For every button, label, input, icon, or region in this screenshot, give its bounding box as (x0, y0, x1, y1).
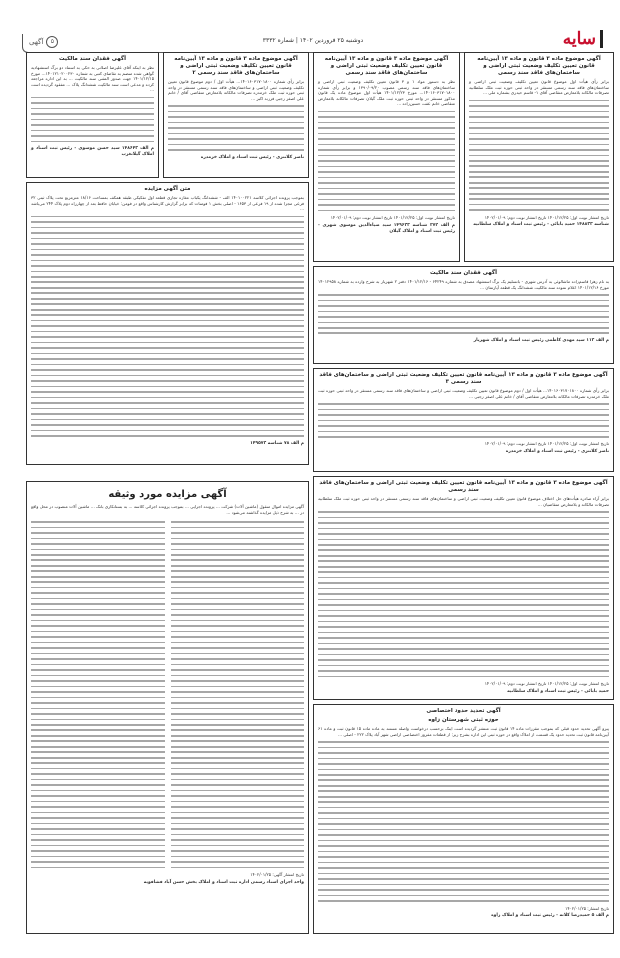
notice-text-lines-right (171, 517, 305, 872)
notice-text-lines (168, 105, 304, 150)
notice-title: آگهی فقدان سند مالکیت (59, 56, 126, 62)
notice-title: آگهی مزایده مورد وثیقه (108, 489, 227, 500)
notice-title: آگهی موضوع ماده ۳ قانون و ماده ۱۳ آیین‌نامه قانون تعیین تکلیف وضعیت ثبتی اراضی و ساختمان‌های فاقد سند رسمی (477, 56, 601, 76)
notice-signature: م الف ۱۱۲ سید مهدی کاظمی رئیس ثبت اسناد و املاک شهریار (473, 337, 609, 343)
masthead (22, 29, 603, 53)
notice-boundary-demarcation (313, 704, 614, 934)
notice-body: نظر به اینکه آقای علیرضا اصلانی به حکی به استناد دو برگ استشهادیه گواهی شده منضم به تقاضای کتبی به شماره ۱۴۰۱۲۱۰۲۰۰۲۳۰... مورخ ۱۴۰۱/۱۲/۱۵ جهت صدور المثنی سند مالکیت ... به این اداره مراجعه کرده و مدعی است سند مالکیت ششدانگ پلاک ... مفقود گردیده است ... (31, 65, 154, 93)
notice-body: پیرو آگهی تحدید حدود قبلی که بموجب مقررات ماده ۱۴ قانون ثبت منتشر گردیده است اینک برحسب درخواست واصله مستند به ماده ماده ۱۵ قانون ثبت و ماده ۶۱ آیین‌نامه قانون ثبت تحدید حدود یک قسمت از املاک واقع در حوزه ثبتی این اداره بشرح زیر: از قطعات مفروز اختصاصی اراضی شهر آباد پلاک ۲۲۲ - اصلی ... (318, 726, 609, 737)
notice-text-lines (469, 100, 609, 211)
notice-auction-text (26, 182, 309, 465)
notice-col34-big (313, 476, 614, 700)
notice-subtitle: حوزه ثبتی شهرستان زاوه (428, 717, 499, 723)
notice-dates: تاریخ انتشار نوبت اول: ۱۴۰۱/۱۲/۲۵ تاریخ انتشار نوبت دوم: ۱۴۰۲/۰۱/۰۹ (330, 215, 455, 221)
notice-text-lines (318, 111, 455, 211)
notice-signature: م الف ۲۷۲ شناسه ۱۴۹۶۳۳ سید ضیاءالدین موسوی شهری - رئیس ثبت اسناد و املاک گیلان (318, 222, 455, 234)
section-label: آگهی (29, 38, 44, 46)
notice-text-lines (318, 403, 609, 438)
notice-title: آگهی موضوع ماده ۳ قانون و ماده ۱۳ آیین‌نامه قانون تعیین تکلیف وضعیت ثبتی اراضی و ساختمان‌های فاقد سند رسمی (324, 56, 449, 76)
notice-text-lines (318, 511, 609, 677)
notice-dates: تاریخ انتشار نوبت اول: ۱۴۰۱/۱۲/۲۵ تاریخ انتشار نوبت دوم: ۱۴۰۲/۰۱/۰۹ (484, 681, 609, 687)
notice-body: برابر آراء صادره هیأت‌های حل اختلاف موضوع قانون تعیین تکلیف وضعیت ثبتی اراضی و ساختمان‌های فاقد سند رسمی مستقر در واحد ثبتی حوزه ثبت ملک سلطانیه تصرفات مالکانه و بلامعارض متقاضیان ... (318, 496, 609, 507)
notice-body: برابر رأی شماره ۱۴۰۱۶۰۳۱۷۰۱۸۰۰... هیأت اول / دوم موضوع قانون تعیین تکلیف وضعیت ثبتی اراضی و ساختمان‌های فاقد سند رسمی مستقر در واحد ثبتی حوزه ثبت ملک خرمدره تصرفات مالکانه بلامعارض متقاضی آقای / خانم علی اصغر رجبی ... (318, 388, 609, 399)
notice-dates: تاریخ انتشار نوبت اول: ۱۴۰۱/۱۲/۲۵ تاریخ انتشار نوبت دوم: ۱۴۰۲/۰۱/۰۹ (484, 441, 609, 447)
notice-collateral-auction (26, 481, 309, 934)
notice-signature: ناصر کلانتری - رئیس ثبت اسناد و املاک خرمدره (200, 154, 304, 160)
notice-signature: م الف ۱۴۸۶۴۳ سید حسن موسوی - رئیس ثبت اسناد و املاک گیلانغرب (31, 146, 154, 158)
notice-body: برابر رأی هیأت اول موضوع قانون تعیین تکلیف وضعیت ثبتی اراضی و ساختمان‌های فاقد سند رسمی مستقر در واحد ثبتی حوزه ثبت ملک سلطانیه تصرفات مالکانه بلامعارض متقاضی آقای ۱- قاسم حیدری بشماره ملی ... (469, 79, 609, 96)
notice-col4-top (464, 52, 614, 262)
notice-signature: شناسه ۱۴۸۸۳۳ حمید بابائی - رئیس ثبت اسناد و املاک سلطانیه (473, 222, 609, 228)
notice-text-lines (318, 294, 609, 334)
notice-title: آگهی موضوع ماده ۳ قانون و ماده ۱۳ آیین‌نامه قانون تعیین تکلیف وضعیت ثبتی اراضی و ساختمان‌های فاقد سند رسمی (319, 480, 608, 493)
notice-body: برابر رأی شماره ۱۴۰۱۶۰۳۱۷۰۱۸۰۰... هیأت اول / دوم موضوع قانون تعیین تکلیف وضعیت ثبتی اراضی و ساختمان‌های فاقد سند رسمی مستقر در واحد ثبتی حوزه ثبت ملک خرمدره تصرفات مالکانه بلامعارض متقاضی آقای / خانم علی اصغر رجبی فرزند اکبر ... (168, 79, 305, 101)
notice-title: آگهی تحدید حدود اختصاصی (426, 708, 501, 714)
notice-body: به نام زهرا قاسم‌زاده ماشالوئی به آدرس شهری - باتسلیم یک برگ استشهاد مصدق به شماره ۶۴۲۴۹ - ۱۴۰۱/۱۲/۱۶ دفتر ۲ شهریار به شرح وارده به شماره ۱۴۰۱۲۹۵۸ مورخ ۱۴۰۱/۱۲/۱۶ اعلام نموده سند مالکیت ششدانگ یک قطعه آپارتمان ... (318, 279, 609, 290)
notice-text-lines (318, 741, 609, 902)
notice-col34-mid2 (313, 368, 614, 472)
notice-dates: تاریخ انتشار نوبت اول: ۱۴۰۱/۱۲/۲۵ تاریخ انتشار نوبت دوم: ۱۴۰۲/۰۱/۰۹ (484, 214, 609, 220)
notice-body: بموجب پرونده اجرائی کلاسه ۱۴۰۱۰۰۲۲۱ الف - ششدانگ یکباب مغازه تجاری قطعه اول تفکیکی طبقه همکف بمساحت ۱۸/۱۶ مترمربع تحت پلاک ثبتی ۳۲ فرعی مجزا شده از ۱۹ فرعی از ۱۶۵۳ - اصلی بخش ۱ فومنات که برابر گزارش کارشناس واقع در فومن: خیابان حافظ بعد از چهارراه دوم پلاک ۲۴۴ می‌باشد ... (31, 195, 305, 212)
issue-line: دوشنبه ۲۵ فروردین ۱۴۰۲ | شماره ۳۳۳۲ (262, 37, 364, 44)
page-number: ۵ (46, 36, 58, 48)
notice-text-lines-left (31, 517, 165, 872)
notice-signature: حمید بابائی - رئیس ثبت اسناد و املاک سلطانیه (507, 688, 609, 694)
notice-text-lines (31, 97, 154, 142)
notice-signature: واحد اجرای اسناد رسمی اداره ثبت اسناد و املاک بخش حسن آباد فشافویه (143, 879, 304, 885)
notice-body: نظر به دستور مواد ۱ و ۳ قانون تعیین تکلیف وضعیت ثبتی اراضی و ساختمان‌های فاقد سند رسمی مصوب ۱۳۹۰/۰۹/۲۰ و برابر رأی شماره ۱۴۰۱۶۰۳۱۷۰۱۸۰۰... مورخ ۱۴۰۱/۱۲/۲۳ هیأت اول موضوع ماده یک قانون مذکور مستقر در واحد ثبتی حوزه ثبت ملک گیلان تصرفات مالکانه بلامعارض متقاضی خانم عفت حسین‌زاده ... (318, 79, 456, 107)
notice-signature: م الف ۷۸ شناسه ۱۴۹۵۷۳ (250, 440, 304, 446)
logo-text: سایه (562, 29, 596, 49)
notice-body: آگهی مزایده اموال منقول (ماشین آلات) شرکت ... پرونده اجرایی ... بموجب پرونده اجرائی کلاسه ... به بستانکاری بانک ... ماشین آلات منصوب در محل واقع در ... به شرح ذیل مزایده گذاشته می‌شود ... (31, 504, 304, 515)
notice-title: آگهی موضوع ماده ۳ قانون و ماده ۱۳ آیین‌نامه قانون تعیین تکلیف وضعیت ثبتی اراضی و ساختمان‌های فاقد سند رسمی ۳ (319, 372, 608, 385)
section-label-group (29, 36, 58, 48)
notice-title: آگهی فقدان سند مالکیت (430, 270, 497, 276)
notice-col1-top (26, 52, 159, 178)
notice-text-lines (31, 216, 304, 437)
notice-signature: م الف ۵ حمیدرضا کلاته - رئیس ثبت اسناد و املاک زاوه (491, 913, 609, 919)
notice-col2-top (163, 52, 309, 178)
notice-lost-deed (313, 266, 614, 364)
notice-title: متن آگهی مزایده (144, 186, 191, 192)
notice-title: آگهی موضوع ماده ۳ قانون و ماده ۱۳ آیین‌نامه قانون تعیین تکلیف وضعیت ثبتی اراضی و ساختمان‌های فاقد سند رسمی ۲ (174, 56, 298, 76)
notice-columns (31, 515, 304, 872)
notice-dates: تاریخ انتشار: ۱۴۰۲/۰۱/۲۵ (565, 905, 609, 911)
notice-signature: ناصر کلانتری - رئیس ثبت اسناد و املاک خرمدره (505, 449, 609, 455)
notice-dates: تاریخ انتشار آگهی: ۱۴۰۲/۰۱/۲۵ (250, 872, 304, 878)
notice-col3-top (313, 52, 460, 262)
